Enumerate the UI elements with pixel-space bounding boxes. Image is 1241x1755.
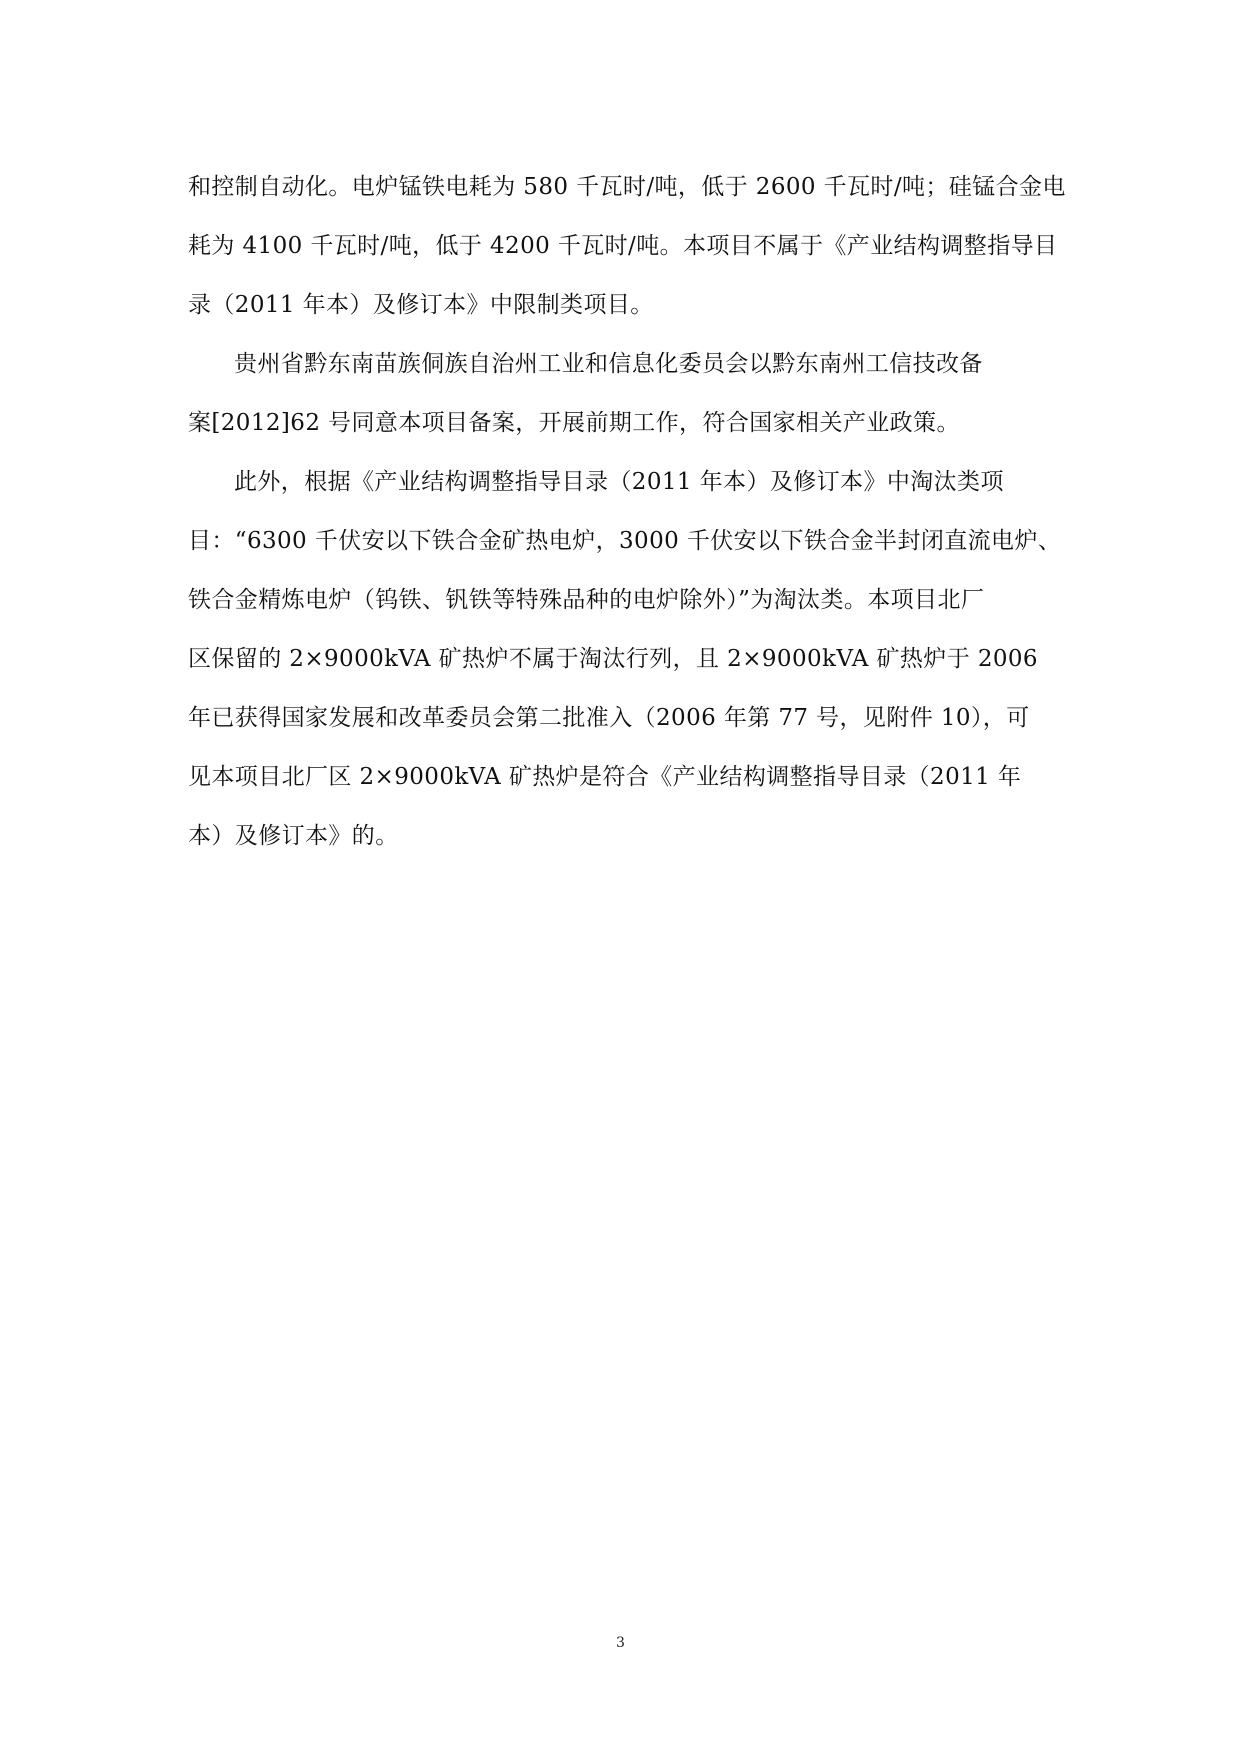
text-line: 耗为 4100 千瓦时/吨，低于 4200 千瓦时/吨。本项目不属于《产业结构调整指导目	[188, 233, 1058, 259]
text-line: 区保留的 2×9000kVA 矿热炉不属于淘汰行列，且 2×9000kVA 矿热炉于 2006	[188, 646, 1038, 672]
text-line: 年已获得国家发展和改革委员会第二批准入（2006 年第 77 号，见附件 10），可	[188, 705, 1030, 731]
text-line: 见本项目北厂区 2×9000kVA 矿热炉是符合《产业结构调整指导目录（2011 年	[188, 764, 1022, 790]
paragraph-1	[188, 158, 1066, 335]
text-line: 录（2011 年本）及修订本》中限制类项目。	[188, 292, 654, 318]
text-line: 贵州省黔东南苗族侗族自治州工业和信息化委员会以黔东南州工信技改备	[234, 351, 983, 377]
paragraph-2	[188, 335, 1058, 453]
text-line: 和控制自动化。电炉锰铁电耗为 580 千瓦时/吨，低于 2600 千瓦时/吨；硅锰合金电	[188, 174, 1066, 200]
text-line: 本）及修订本》的。	[188, 823, 399, 849]
text-line: 案[2012]62 号同意本项目备案，开展前期工作，符合国家相关产业政策。	[188, 410, 960, 436]
text-line: 此外，根据《产业结构调整指导目录（2011 年本）及修订本》中淘汰类项	[234, 469, 1004, 495]
text-line: 铁合金精炼电炉（钨铁、钒铁等特殊品种的电炉除外）”为淘汰类。本项目北厂	[188, 587, 985, 613]
body-text	[188, 158, 1066, 866]
page-number: 3	[616, 1635, 625, 1651]
paragraph-3	[188, 453, 1062, 866]
text-line: 目：“6300 千伏安以下铁合金矿热电炉，3000 千伏安以下铁合金半封闭直流电炉、	[188, 528, 1062, 554]
